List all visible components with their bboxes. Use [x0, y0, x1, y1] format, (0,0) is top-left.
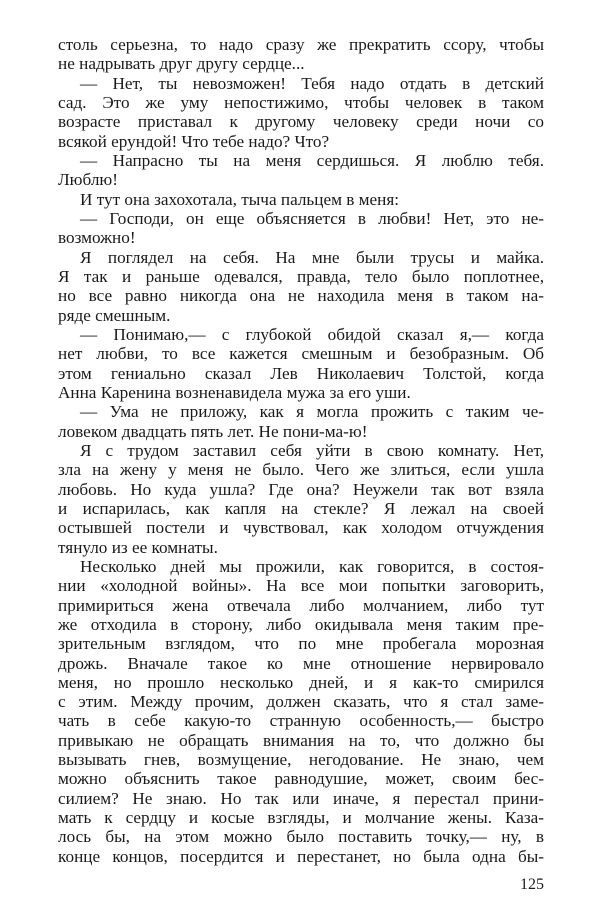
text-line: с этим. Между прочим, должен сказать, что я стал заме- [58, 692, 544, 712]
text-line: привыкаю не обращать внимания на то, что должно бы [58, 730, 544, 750]
text-line: этом гениально сказал Лев Николаевич Толстой, когда [58, 363, 544, 383]
text-line: можно объяснить такое равнодушие, может, своим бес- [58, 769, 544, 789]
text-line: — Нет, ты невозможен! Тебя надо отдать в детский [80, 73, 544, 93]
text-line: чать в себе какую-то странную особенность,— быстро [58, 711, 544, 731]
text-line: же отходила в сторону, либо окидывала меня таким пре- [58, 614, 544, 634]
text-line: любовь. Но куда ушла? Где она? Неужели так вот взяла [58, 479, 544, 499]
text-line: Я с трудом заставил себя уйти в свою комнату. Нет, [80, 440, 544, 460]
text-line: — Напрасно ты на меня сердишься. Я люблю тебя. [80, 150, 544, 170]
text-line: зрительным взглядом, что по мне пробегала морозная [58, 634, 544, 654]
text-line: Люблю! [58, 170, 118, 190]
text-line: дрожь. Вначале такое ко мне отношение нервировало [58, 653, 544, 673]
text-line: ловеком двадцать пять лет. Не пони-ма-ю! [58, 421, 368, 441]
text-line: — Господи, он еще объясняется в любви! Нет, это не- [80, 208, 544, 228]
text-line: Несколько дней мы прожили, как говорится, в состоя- [80, 556, 544, 576]
text-line: меня, но прошло несколько дней, и я как-то смирился [58, 672, 544, 692]
text-line: возрасте приставал к другому человеку среди ночи со [58, 112, 544, 132]
text-line: мать к сердцу и косые взгляды, и молчание жены. Каза- [58, 808, 544, 828]
text-line: всякой ерундой! Что тебе надо? Что? [58, 131, 330, 151]
text-line: возможно! [58, 228, 136, 248]
text-line: нет любви, то все кажется смешным и безобразным. Об [58, 344, 544, 364]
page-body-text [58, 35, 544, 866]
text-line: не надрывать друг другу сердце... [58, 54, 305, 74]
text-line: зла на жену у меня не было. Чего же злиться, если ушла [58, 460, 544, 480]
page-number: 125 [520, 876, 544, 893]
text-line: лось бы, на этом можно было поставить точку,— ну, в [58, 827, 544, 847]
text-line: остывшей постели и чувствовал, как холодом отчуждения [58, 518, 544, 538]
text-line: силием? Не знаю. Но так или иначе, я перестал прини- [58, 788, 544, 808]
text-line: примириться жена отвечала либо молчанием, либо тут [58, 595, 544, 615]
text-line: Я так и раньше одевался, правда, тело было поплотнее, [58, 266, 544, 286]
text-line: вызывать гнев, возмущение, негодование. Не знаю, чем [58, 750, 544, 770]
text-line: — Ума не приложу, как я могла прожить с таким че- [80, 402, 544, 422]
text-line: Я поглядел на себя. На мне были трусы и майка. [80, 247, 544, 267]
text-line: тянуло из ее комнаты. [58, 537, 218, 557]
text-line: сад. Это же уму непостижимо, чтобы человек в таком [58, 92, 544, 112]
text-line: И тут она захохотала, тыча пальцем в меня: [80, 189, 400, 209]
text-line: конце концов, посердится и перестанет, но была одна бы- [58, 846, 544, 866]
text-line: и испарилась, как капля на стекле? Я лежал на своей [58, 498, 544, 518]
text-line: Анна Каренина возненавидела мужа за его уши. [58, 382, 411, 402]
text-line: столь серьезна, то надо сразу же прекратить ссору, чтобы [58, 35, 544, 54]
text-line: ряде смешным. [58, 305, 171, 325]
text-line: — Понимаю,— с глубокой обидой сказал я,— когда [80, 324, 544, 344]
text-line: нии «холодной войны». На все мои попытки заговорить, [58, 576, 544, 596]
text-line: но все равно никогда она не находила меня в таком на- [58, 286, 544, 306]
